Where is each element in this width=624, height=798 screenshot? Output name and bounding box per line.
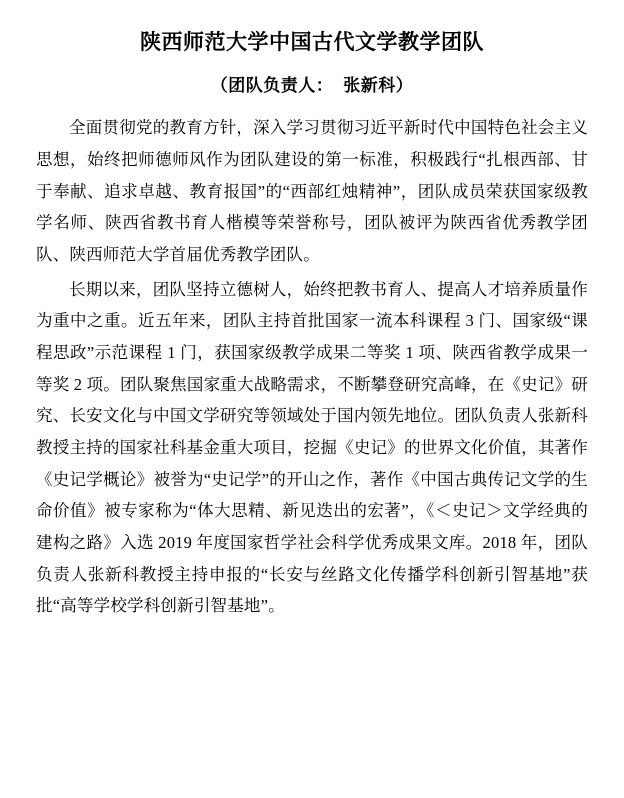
- paragraph-1: 全面贯彻党的教育方针，深入学习贯彻习近平新时代中国特色社会主义思想，始终把师德师风作为团队建设的第一标准，积极践行“扎根西部、甘于奉献、追求卓越、教育报国”的“西部红烛精神”，团队成员荣获国家级教学名师、陕西省教书育人楷模等荣誉称号，团队被评为陕西省优秀教学团队、陕西师范大学首届优秀教学团队。: [36, 118, 588, 265]
- paragraph-2: 长期以来，团队坚持立德树人，始终把教书育人、提高人才培养质量作为重中之重。近五年来，团队主持首批国家一流本科课程 3 门、国家级“课程思政”示范课程 1 门，获国家级教学成果二等奖 1 项、陕西省教学成果一等奖 2 项。团队聚焦国家重大战略需求，不断攀登研究高峰，在《史记》研究、长安文化与中国文学研究等领域处于国内领先地位。团队负责人张新科教授主持的国家社科基金重大项目，挖掘《史记》的世界文化价值，其著作《史记学概论》被誉为“史记学”的开山之作，著作《中国古典传记文学的生命价值》被专家称为“体大思精、新见迭出的宏著”，《＜史记＞文学经典的建构之路》入选 2019 年度国家哲学社会科学优秀成果文库。2018 年，团队负责人张新科教授主持申报的“长安与丝路文化传播学科创新引智基地”获批“高等学校学科创新引智基地”。: [36, 279, 588, 616]
- team-leader-name: 张新科）: [343, 76, 414, 96]
- team-leader-label: （团队负责人：: [210, 76, 334, 96]
- team-leader-line: [36, 71, 588, 96]
- document-body: [36, 112, 588, 622]
- page-title: 陕西师范大学中国古代文学教学团队: [140, 30, 484, 54]
